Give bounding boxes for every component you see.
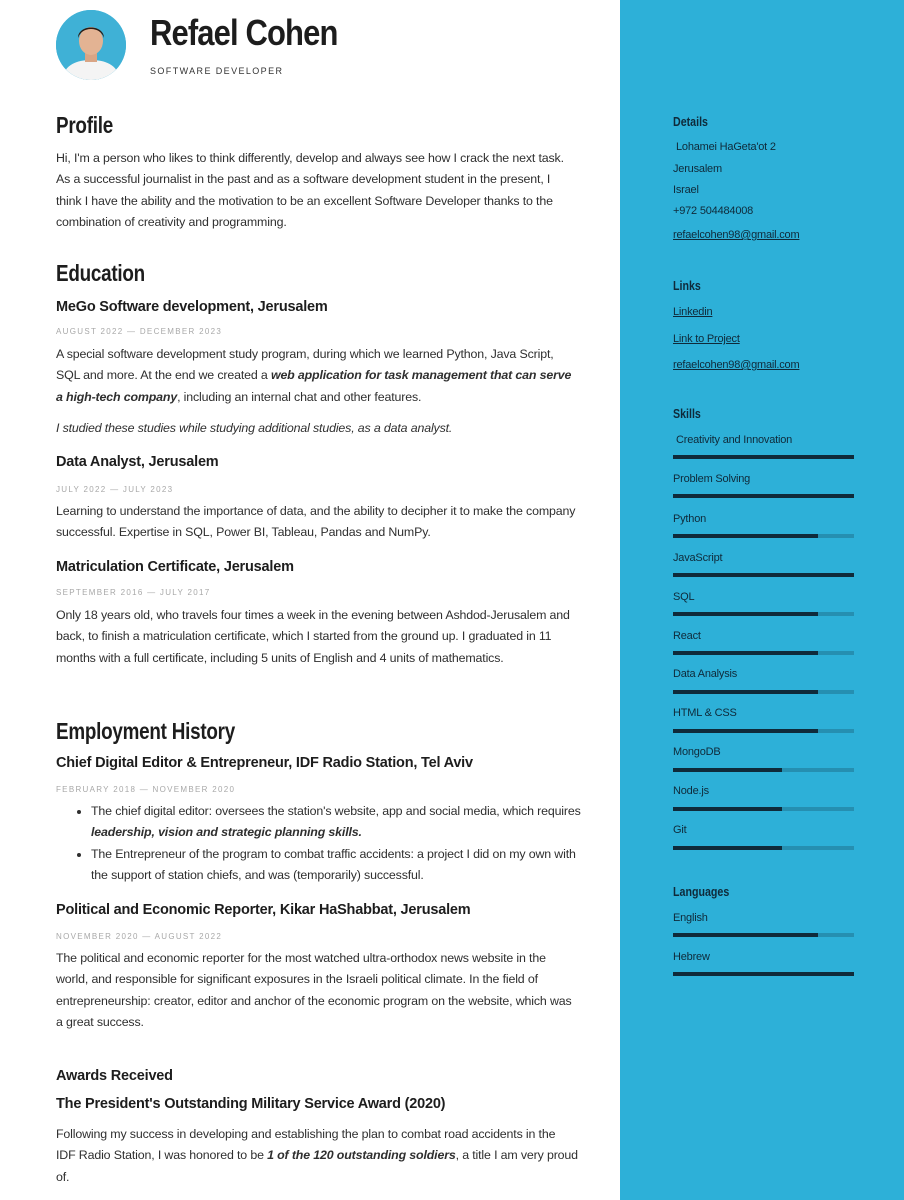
skill-label: Git <box>673 824 687 836</box>
skill-bar <box>673 612 854 616</box>
list-item: • The Entrepreneur of the program to combat traffic accidents: a project I did on my own with the support of station chiefs, and was (temporarily) successful. <box>91 844 591 887</box>
profile-text: Hi, I'm a person who likes to think differently, develop and always see how I crack the next task. As a successful journalist in the past and as a software development student in the present, I think I have the ability and the motivation to be an excellent Software Developer thanks to the combination of creativity and programming. <box>56 151 564 229</box>
employment-heading: Employment History <box>56 718 235 744</box>
skill-bar-fill <box>673 807 782 811</box>
education-title-data-analyst: Data Analyst, Jerusalem <box>56 454 219 470</box>
employment-bullets-idf <box>74 801 591 886</box>
education-desc-data-analyst: Learning to understand the importance of data, and the ability to decipher it to make the company successful. Expertise in SQL, Power BI, Tableau, Pandas and NumPy. <box>56 504 576 540</box>
skill-bar <box>673 494 854 498</box>
skill-bar <box>673 573 854 577</box>
award-desc <box>56 1124 578 1188</box>
employment-title-kikar: Political and Economic Reporter, Kikar HaShabbat, Jerusalem <box>56 902 471 918</box>
details-heading: Details <box>673 114 708 129</box>
skill-label: React <box>673 630 701 642</box>
award-text: Following my success in developing and establishing the plan to combat road accidents in the IDF Radio Station, I was honored to be <box>56 1127 556 1163</box>
language-bar <box>673 933 854 937</box>
language-label: Hebrew <box>673 951 710 963</box>
education-dates-mego: AUGUST 2022 — DECEMBER 2023 <box>56 327 223 336</box>
address-line: Lohamei HaGeta'ot 2 <box>676 141 776 153</box>
skill-label: Node.js <box>673 785 709 797</box>
education-desc-matriculation: Only 18 years old, who travels four times a week in the evening between Ashdod-Jerusalem and back, to finish a matriculation certificate, which I started from the ground up. I graduated in 11 months with a full certificate, including 5 units of English and 4 units of mathematics. <box>56 608 570 665</box>
person-photo-icon <box>56 10 126 80</box>
skill-label: Problem Solving <box>673 473 751 485</box>
skill-bar <box>673 690 854 694</box>
phone-line: +972 504484008 <box>673 205 754 217</box>
skill-label: Creativity and Innovation <box>676 434 793 446</box>
skill-bar-fill <box>673 729 818 733</box>
desc-text-end: , including an internal chat and other features. <box>177 389 422 404</box>
skill-bar <box>673 729 854 733</box>
skill-bar <box>673 651 854 655</box>
language-bar <box>673 972 854 976</box>
skill-label: MongoDB <box>673 746 721 758</box>
skill-bar <box>673 534 854 538</box>
skill-bar-fill <box>673 768 782 772</box>
skill-bar <box>673 846 854 850</box>
award-title: The President's Outstanding Military Service Award (2020) <box>56 1096 446 1112</box>
links-heading: Links <box>673 278 701 293</box>
language-bar-fill <box>673 933 818 937</box>
desc-text: A special software development study program, during which we learned Python, Java Script, SQL and more. At the end we created a <box>56 347 554 383</box>
employment-dates-kikar: NOVEMBER 2020 — AUGUST 2022 <box>56 932 223 941</box>
award-bold-text: 1 of the 120 outstanding soldiers <box>267 1148 456 1163</box>
skill-label: Python <box>673 513 707 525</box>
city-line: Jerusalem <box>673 163 722 175</box>
bullet-text: The chief digital editor: oversees the station's website, app and social media, which requires <box>91 804 581 818</box>
avatar <box>56 10 126 80</box>
language-bar-fill <box>673 972 854 976</box>
resume-sidebar <box>620 0 904 1200</box>
skill-bar-fill <box>673 612 818 616</box>
awards-heading: Awards Received <box>56 1068 173 1084</box>
education-desc-mego <box>56 344 578 408</box>
employment-dates-idf: FEBRUARY 2018 — NOVEMBER 2020 <box>56 785 236 794</box>
skill-label: SQL <box>673 591 695 603</box>
education-dates-matriculation: SEPTEMBER 2016 — JULY 2017 <box>56 588 211 597</box>
skill-bar-fill <box>673 534 818 538</box>
skill-bar-fill <box>673 494 854 498</box>
employment-desc-kikar: The political and economic reporter for the most watched ultra-orthodox news website in the world, and responsible for significant exposures in the Israeli political climate. In the field of entrepreneurship: creator, editor and anchor of the economic program on the website, which was a great success. <box>56 951 572 1029</box>
project-link[interactable]: Link to Project <box>673 333 740 345</box>
linkedin-link[interactable]: Linkedin <box>673 306 713 318</box>
skill-bar <box>673 768 854 772</box>
job-title: SOFTWARE DEVELOPER <box>150 66 284 76</box>
candidate-name: Refael Cohen <box>150 12 338 53</box>
skill-label: HTML & CSS <box>673 707 737 719</box>
education-heading: Education <box>56 260 145 286</box>
email-link[interactable]: refaelcohen98@gmail.com <box>673 229 800 241</box>
skill-bar-fill <box>673 651 818 655</box>
employment-title-idf: Chief Digital Editor & Entrepreneur, IDF Radio Station, Tel Aviv <box>56 755 473 771</box>
skill-bar-fill <box>673 573 854 577</box>
education-title-mego: MeGo Software development, Jerusalem <box>56 299 328 315</box>
country-line: Israel <box>673 184 699 196</box>
skill-bar-fill <box>673 690 818 694</box>
award-text-end: , a title I am very proud of. <box>56 1148 578 1184</box>
education-note-mego <box>56 418 578 439</box>
bullet-bold-text: leadership, vision and strategic planning skills. <box>91 825 362 840</box>
education-dates-data-analyst: JULY 2022 — JULY 2023 <box>56 485 174 494</box>
skills-heading: Skills <box>673 406 701 421</box>
list-item <box>91 801 591 844</box>
note-text: I studied these studies while studying additional studies, as a data analyst. <box>56 421 453 435</box>
skill-bar-fill <box>673 846 782 850</box>
profile-heading: Profile <box>56 112 113 138</box>
desc-bold-text: web application for task management that can serve a high-tech company <box>56 368 572 404</box>
skill-label: JavaScript <box>673 552 723 564</box>
email-link-secondary[interactable]: refaelcohen98@gmail.com <box>673 359 800 371</box>
languages-heading: Languages <box>673 884 730 899</box>
skill-label: Data Analysis <box>673 668 738 680</box>
education-title-matriculation: Matriculation Certificate, Jerusalem <box>56 559 294 575</box>
skill-bar <box>673 455 854 459</box>
skill-bar-fill <box>673 455 854 459</box>
language-label: English <box>673 912 708 924</box>
skill-bar <box>673 807 854 811</box>
